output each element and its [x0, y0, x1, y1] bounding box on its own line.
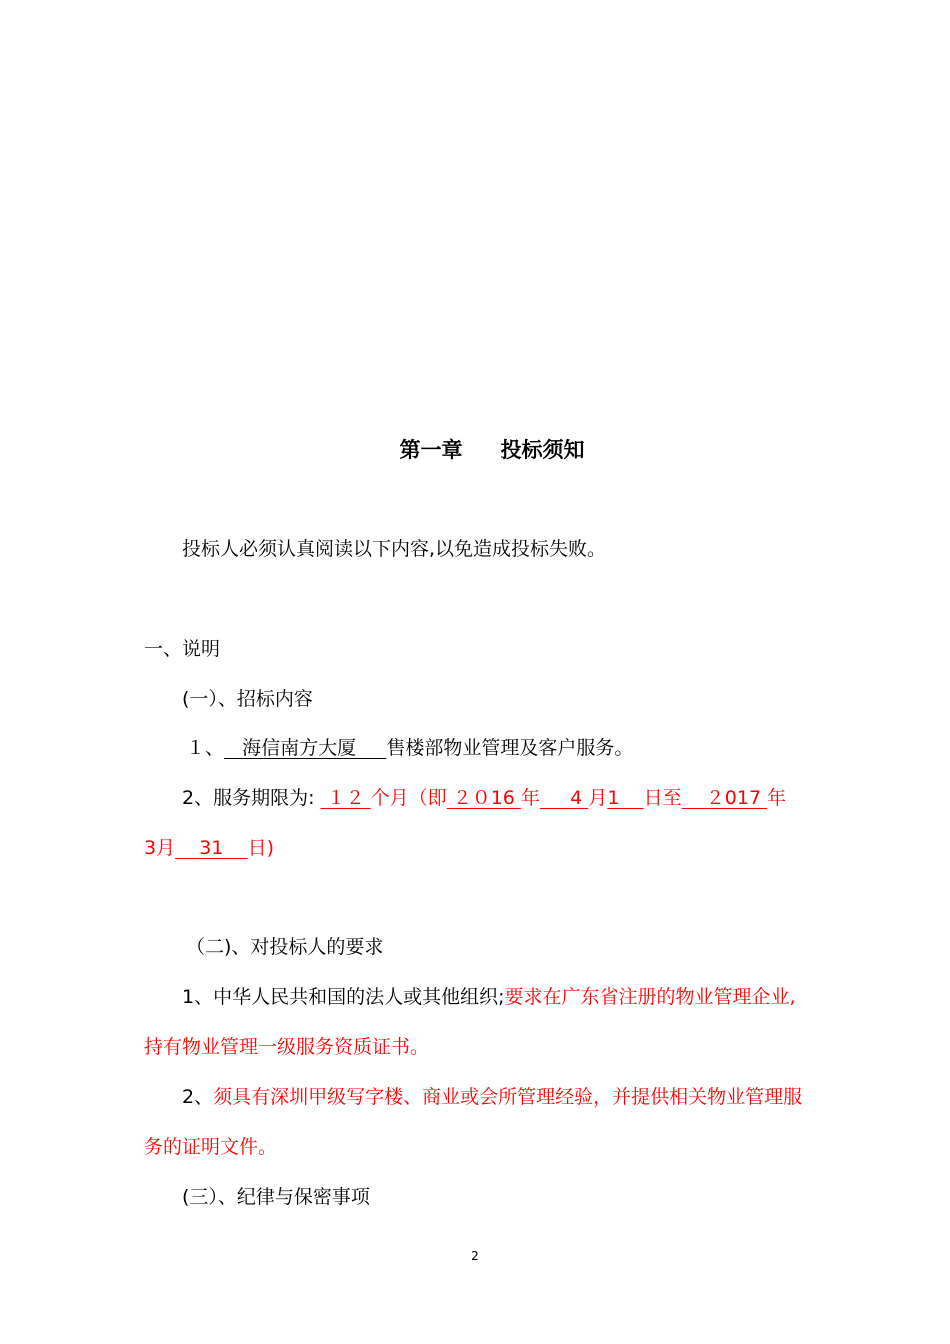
subsection-heading-bidder-requirements: （二)、对投标人的要求: [186, 936, 384, 958]
section-heading-explanation: 一、说明: [144, 638, 221, 660]
chapter-name: 投标须知: [500, 438, 585, 462]
project-name: 海信南方大厦: [242, 737, 357, 759]
chapter-number: 第一章: [399, 438, 463, 462]
requirement-1-line1: 1、中华人民共和国的法人或其他组织;要求在广东省注册的物业管理企业,: [182, 986, 796, 1008]
requirement-2-line2: 务的证明文件。: [144, 1136, 278, 1158]
subsection-heading-discipline: (三）、纪律与保密事项: [182, 1186, 370, 1208]
requirement-1-line2: 持有物业管理一级服务资质证书。: [144, 1036, 430, 1058]
chapter-title: [0, 436, 950, 464]
requirement-2-line1: 2、须具有深圳甲级写字楼、商业或会所管理经验，并提供相关物业管理服: [182, 1086, 803, 1108]
item-service-period: 2、服务期限为: １２ 个月（即 ２０16 年 4 月1 日至 ２017 年: [182, 787, 787, 809]
service-period-values: １２ 个月（即 ２０16 年 4 月1 日至 ２017 年: [326, 787, 787, 809]
page-number: 2: [471, 1249, 479, 1263]
item-service-period-cont: 3月 31 日): [144, 837, 275, 859]
item-project-scope: １、 海信南方大厦 售楼部物业管理及客户服务。: [186, 737, 634, 759]
intro-paragraph: 投标人必须认真阅读以下内容,以免造成投标失败。: [182, 538, 607, 560]
subsection-heading-tender-content: (一）、招标内容: [182, 688, 313, 710]
